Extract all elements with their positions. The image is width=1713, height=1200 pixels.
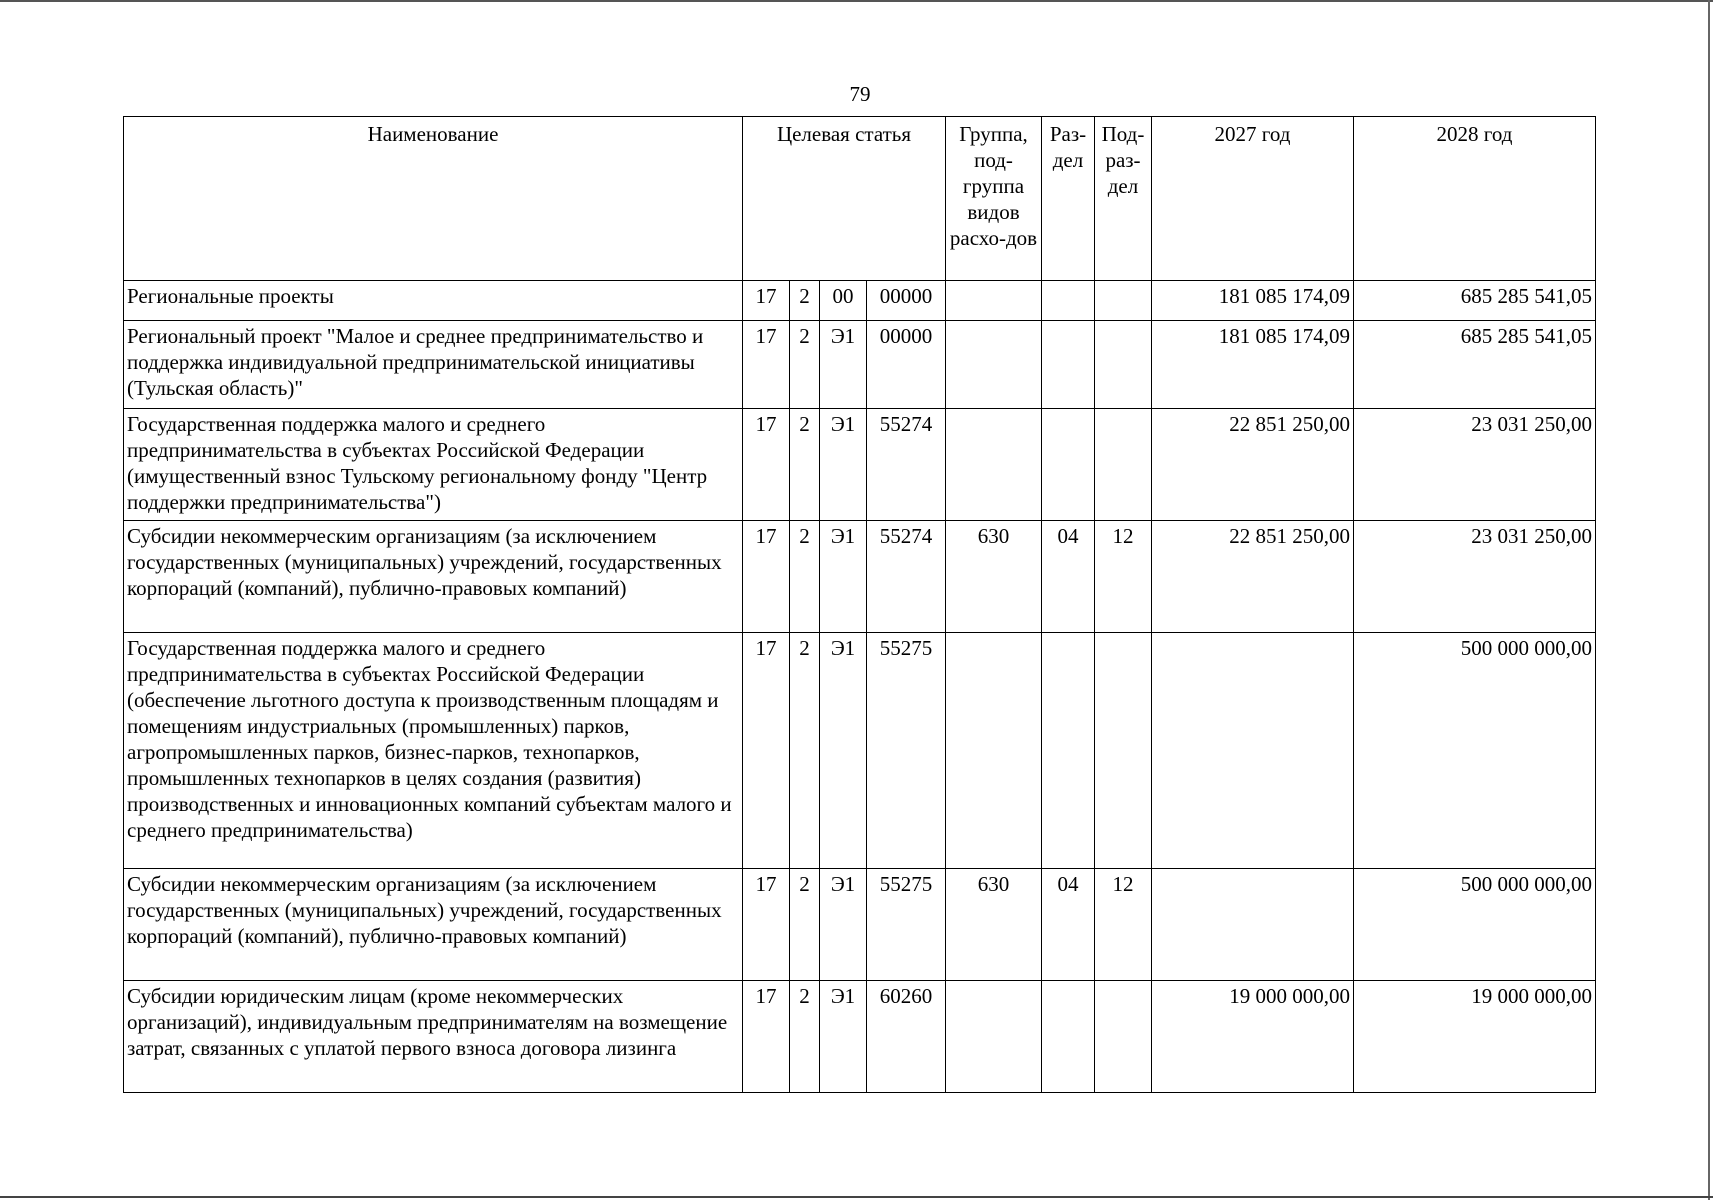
- amount-2028: 23 031 250,00: [1354, 521, 1596, 633]
- table-row: [124, 869, 1596, 981]
- subsection: 12: [1095, 869, 1152, 981]
- row-name: Субсидии некоммерческим организациям (за исключением государственных (муниципальных) учреждений, государственных корпораций (компаний), публично-правовых компаний): [124, 869, 743, 981]
- table-row: [124, 321, 1596, 409]
- code-program: 17: [743, 981, 790, 1093]
- amount-2028: 685 285 541,05: [1354, 321, 1596, 409]
- code-subprogram: 2: [790, 321, 820, 409]
- expense-group: 630: [946, 521, 1042, 633]
- table-header-row: [124, 117, 1596, 281]
- amount-2028: 19 000 000,00: [1354, 981, 1596, 1093]
- code-direction: 55275: [867, 633, 946, 869]
- code-direction: 00000: [867, 281, 946, 321]
- page-edge-right: [1708, 0, 1710, 1200]
- amount-2027: 22 851 250,00: [1152, 409, 1354, 521]
- code-project: Э1: [820, 321, 867, 409]
- code-direction: 55274: [867, 521, 946, 633]
- subsection: 12: [1095, 521, 1152, 633]
- header-expense-group: Группа, под-группа видов расхо-дов: [946, 117, 1042, 281]
- row-name: Региональный проект "Малое и среднее предпринимательство и поддержка индивидуальной предпринимательской инициативы (Тульская область)": [124, 321, 743, 409]
- header-subsection: Под-раз-дел: [1095, 117, 1152, 281]
- header-year-2027: 2027 год: [1152, 117, 1354, 281]
- subsection: [1095, 633, 1152, 869]
- header-year-2028: 2028 год: [1354, 117, 1596, 281]
- header-name: Наименование: [124, 117, 743, 281]
- table-row: [124, 409, 1596, 521]
- code-subprogram: 2: [790, 981, 820, 1093]
- code-project: 00: [820, 281, 867, 321]
- row-name: Региональные проекты: [124, 281, 743, 321]
- expense-group: [946, 281, 1042, 321]
- expense-group: 630: [946, 869, 1042, 981]
- amount-2028: 500 000 000,00: [1354, 869, 1596, 981]
- amount-2027: 19 000 000,00: [1152, 981, 1354, 1093]
- code-subprogram: 2: [790, 281, 820, 321]
- code-project: Э1: [820, 633, 867, 869]
- row-name: Государственная поддержка малого и среднего предпринимательства в субъектах Российской Федерации (обеспечение льготного доступа к производственным площадям и помещениям индустриальных (промышленных) парков, агропромышленных парков, бизнес-парков, технопарков, промышленных технопарков в целях создания (развития) производственных и инновационных компаний субъектам малого и среднего предпринимательства): [124, 633, 743, 869]
- page-number: 79: [849, 82, 871, 106]
- code-program: 17: [743, 321, 790, 409]
- code-project: Э1: [820, 409, 867, 521]
- subsection: [1095, 281, 1152, 321]
- section: [1042, 633, 1095, 869]
- amount-2027: [1152, 869, 1354, 981]
- subsection: [1095, 321, 1152, 409]
- section: 04: [1042, 869, 1095, 981]
- code-subprogram: 2: [790, 633, 820, 869]
- page-edge-bottom: [0, 1196, 1713, 1198]
- code-project: Э1: [820, 869, 867, 981]
- section: 04: [1042, 521, 1095, 633]
- amount-2027: 181 085 174,09: [1152, 321, 1354, 409]
- amount-2028: 500 000 000,00: [1354, 633, 1596, 869]
- code-subprogram: 2: [790, 521, 820, 633]
- code-project: Э1: [820, 521, 867, 633]
- code-direction: 60260: [867, 981, 946, 1093]
- amount-2028: 685 285 541,05: [1354, 281, 1596, 321]
- row-name: Государственная поддержка малого и среднего предпринимательства в субъектах Российской Федерации (имущественный взнос Тульскому региональному фонду "Центр поддержки предпринимательства"): [124, 409, 743, 521]
- code-program: 17: [743, 521, 790, 633]
- code-subprogram: 2: [790, 409, 820, 521]
- section: [1042, 409, 1095, 521]
- table-row: [124, 981, 1596, 1093]
- row-name: Субсидии юридическим лицам (кроме некоммерческих организаций), индивидуальным предпринимателям на возмещение затрат, связанных с уплатой первого взноса договора лизинга: [124, 981, 743, 1093]
- code-subprogram: 2: [790, 869, 820, 981]
- code-program: 17: [743, 869, 790, 981]
- table-row: [124, 281, 1596, 321]
- table-row: [124, 521, 1596, 633]
- code-project: Э1: [820, 981, 867, 1093]
- amount-2027: [1152, 633, 1354, 869]
- expense-group: [946, 409, 1042, 521]
- expense-group: [946, 633, 1042, 869]
- code-program: 17: [743, 633, 790, 869]
- header-target-article: Целевая статья: [743, 117, 946, 281]
- amount-2027: 181 085 174,09: [1152, 281, 1354, 321]
- table-row: [124, 633, 1596, 869]
- code-program: 17: [743, 409, 790, 521]
- row-name: Субсидии некоммерческим организациям (за исключением государственных (муниципальных) учреждений, государственных корпораций (компаний), публично-правовых компаний): [124, 521, 743, 633]
- expense-group: [946, 321, 1042, 409]
- amount-2027: 22 851 250,00: [1152, 521, 1354, 633]
- page-edge-top: [0, 0, 1713, 2]
- expense-group: [946, 981, 1042, 1093]
- amount-2028: 23 031 250,00: [1354, 409, 1596, 521]
- header-section: Раз-дел: [1042, 117, 1095, 281]
- budget-table: [123, 116, 1596, 1093]
- subsection: [1095, 981, 1152, 1093]
- subsection: [1095, 409, 1152, 521]
- code-direction: 55275: [867, 869, 946, 981]
- code-direction: 00000: [867, 321, 946, 409]
- section: [1042, 981, 1095, 1093]
- code-direction: 55274: [867, 409, 946, 521]
- code-program: 17: [743, 281, 790, 321]
- section: [1042, 321, 1095, 409]
- section: [1042, 281, 1095, 321]
